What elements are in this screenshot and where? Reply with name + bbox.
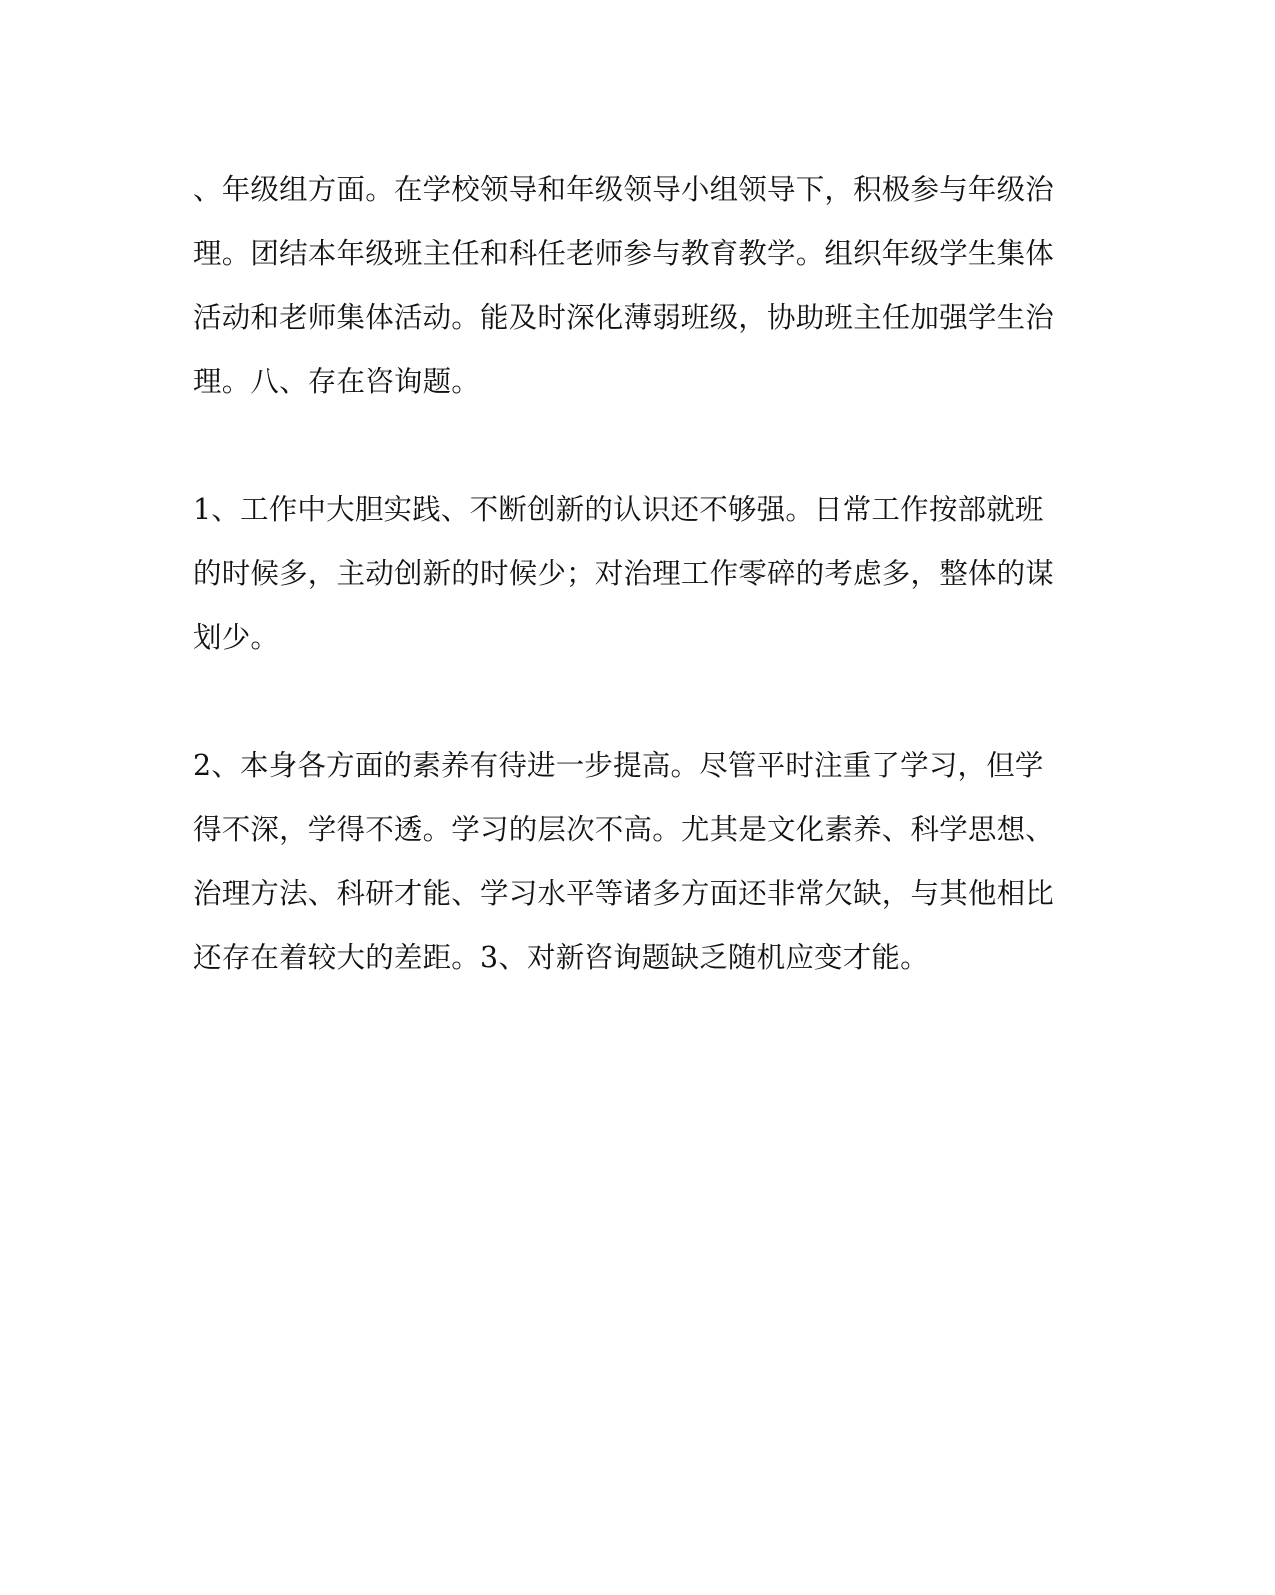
paragraph-grade-group: [193, 158, 1059, 414]
text-line: 活动和老师集体活动。能及时深化薄弱班级，协助班主任加强学生治: [193, 301, 1055, 334]
text-line: 2、本身各方面的素养有待进一步提高。尽管平时注重了学习，但学: [193, 749, 1044, 782]
text-line: 、年级组方面。在学校领导和年级领导小组领导下，积极参与年级治: [193, 173, 1055, 206]
document-body: [193, 158, 1059, 990]
text-line: 得不深，学得不透。学习的层次不高。尤其是文化素养、科学思想、: [193, 813, 1055, 846]
paragraph-issue-1: [193, 478, 1059, 670]
text-line: 理。八、存在咨询题。: [193, 365, 481, 398]
text-line: 的时候多，主动创新的时候少；对治理工作零碎的考虑多，整体的谋: [193, 557, 1055, 590]
text-line: 划少。: [193, 621, 280, 654]
text-line: 治理方法、科研才能、学习水平等诸多方面还非常欠缺，与其他相比: [193, 877, 1055, 910]
text-line: 还存在着较大的差距。3、对新咨询题缺乏随机应变才能。: [193, 941, 929, 974]
paragraph-spacer: [193, 414, 1059, 478]
text-line: 理。团结本年级班主任和科任老师参与教育教学。组织年级学生集体: [193, 237, 1055, 270]
paragraph-spacer: [193, 670, 1059, 734]
text-line: 1、工作中大胆实践、不断创新的认识还不够强。日常工作按部就班: [193, 493, 1044, 526]
paragraph-issue-2: [193, 734, 1059, 990]
